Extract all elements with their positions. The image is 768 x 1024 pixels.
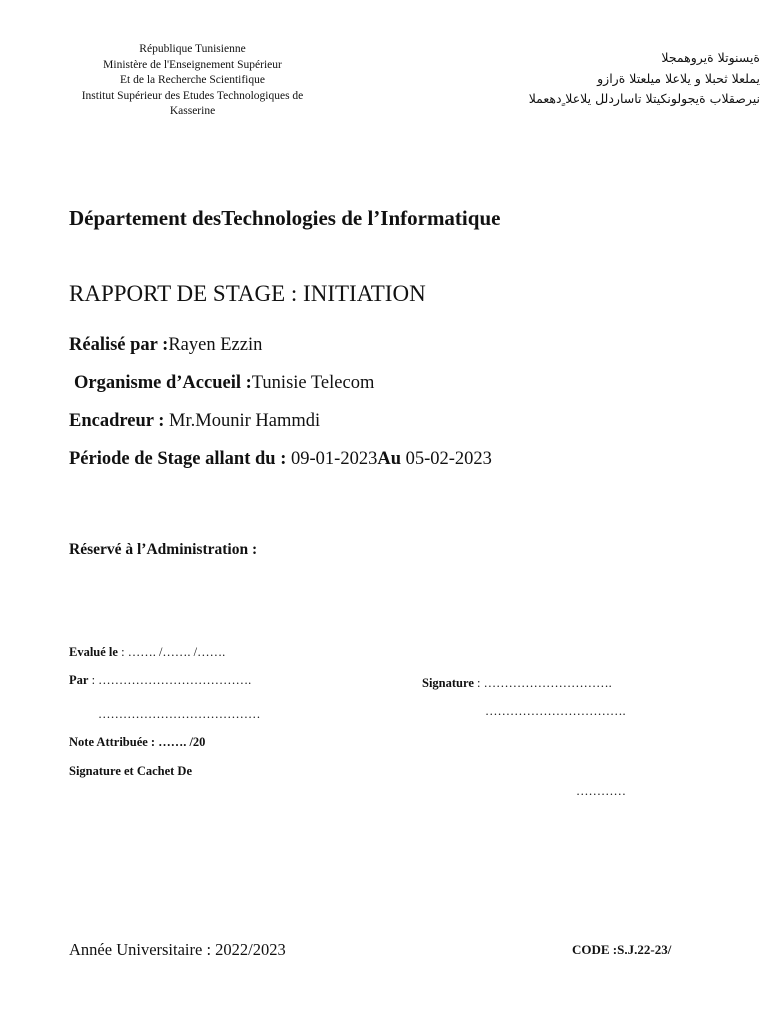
header-ar-line-3: نيرصقلاب ةيجولونكيتلا تاساردلل يلاعلا ٍدهعملا (528, 91, 760, 106)
evalue-value: : ……. /……. /……. (117, 645, 226, 659)
header-line-ministere: Ministère de l'Enseignement Supérieur (103, 58, 282, 71)
cachet-row (69, 764, 192, 779)
header-ar-line-2: يملعلا ثحبلا و يلاعلا ميلعتلا ةرازو (597, 70, 760, 86)
par-label: Par (69, 673, 89, 687)
header-ar-line-1: ةيسنوتلا ةيروهمجلا (661, 50, 760, 65)
par-value: : ………………………………. (88, 673, 252, 687)
encadreur-value: Mr.Mounir Hammdi (164, 411, 321, 431)
report-code: CODE :S.J.22-23/ (572, 942, 672, 957)
note-label: Note Attribuée (69, 735, 148, 749)
admin-heading: Réservé à l’Administration : (69, 541, 258, 558)
periode-au: Au (377, 449, 401, 469)
realise-par-value: Rayen Ezzin (168, 335, 263, 355)
realise-par-label: Réalisé par : (69, 335, 169, 355)
academic-year: Année Universitaire : 2022/2023 (69, 940, 286, 959)
periode-label: Période de Stage allant du : (69, 449, 287, 469)
header-line-republique: République Tunisienne (139, 43, 246, 55)
periode-to: 05-02-2023 (400, 449, 492, 469)
periode-row (69, 449, 492, 470)
cachet-dots: ………… (576, 784, 626, 798)
organisme-value: Tunisie Telecom (251, 373, 375, 393)
signature-row (422, 676, 612, 691)
institution-header-fr (60, 42, 325, 120)
note-value: : ……. /20 (147, 735, 206, 749)
department-heading: Département desTechnologies de l’Informatique (69, 206, 501, 230)
header-line-institut: Institut Supérieur des Etudes Technologiques de (81, 89, 304, 102)
header-line-kasserine: Kasserine (169, 105, 216, 117)
par-row (69, 673, 251, 688)
signature-label: Signature (422, 676, 474, 690)
encadreur-row (69, 411, 320, 432)
note-row (69, 735, 205, 750)
signature-value: : …………………………. (473, 676, 612, 690)
signature-line-2: ……………………………. (485, 704, 626, 718)
realise-par-row (69, 335, 262, 356)
report-title: RAPPORT DE STAGE : INITIATION (69, 281, 426, 306)
organisme-row (74, 373, 374, 394)
institution-header-ar (500, 48, 760, 110)
evalue-row (69, 645, 225, 660)
encadreur-label: Encadreur : (69, 411, 165, 431)
cachet-label: Signature et Cachet De (69, 764, 193, 778)
evalue-label: Evalué le (69, 645, 118, 659)
organisme-label: Organisme d’Accueil : (74, 373, 252, 393)
par-line-2: ………………………………… (98, 707, 261, 721)
header-line-recherche: Et de la Recherche Scientifique (120, 74, 265, 86)
periode-from: 09-01-2023 (286, 449, 378, 469)
